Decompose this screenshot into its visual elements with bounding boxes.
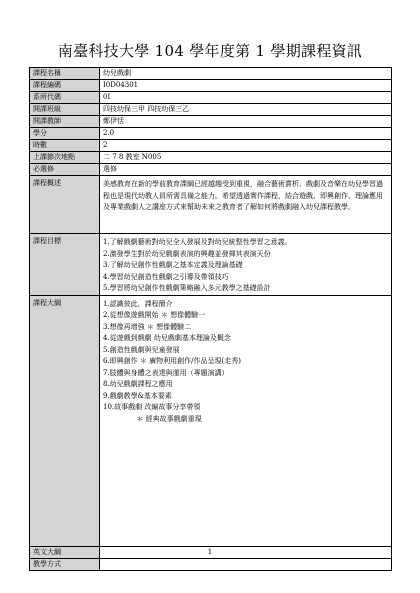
row-instructor (30, 116, 392, 128)
row-dept-code (30, 92, 392, 104)
outline-item: 6.即興創作 ＊ 廣物利用創作/作品呈現(走秀) (103, 357, 241, 365)
label-teaching-method: 教學方式 (30, 558, 100, 570)
row-classes (30, 104, 392, 116)
outline-item: 7.肢體與身體之表達與運用（專題演講） (103, 368, 229, 377)
outline-item: 9.戲劇教學&基本要素 (103, 391, 172, 400)
label-instructor: 開課教師 (30, 116, 100, 128)
row-hours (30, 140, 392, 152)
outline-item: ＊ 經典故事戲劇重現 (103, 414, 202, 423)
outline-item: 5.創造性戲劇與兒童發展 (103, 345, 180, 354)
label-goals: 課程目標 (30, 234, 100, 296)
outline-item: 4.從遊戲到戲劇 幼兒戲劇基本理論及概念 (103, 334, 231, 342)
row-outline (30, 295, 392, 546)
label-classes: 開課班級 (30, 104, 100, 116)
label-schedule: 上課節次地點 (30, 152, 100, 164)
label-english-outline: 英文大綱 (30, 546, 100, 558)
value-hours: 2 (100, 140, 392, 152)
label-overview: 課程概述 (30, 176, 100, 234)
value-schedule: 二 7 8 教室 N005 (100, 152, 392, 164)
value-course-code: I0D04301 (100, 80, 392, 92)
value-instructor: 鄭伊恬 (100, 116, 392, 128)
goal-item: 3.了解幼兒創作性戲劇之基本定義及理論基礎 (103, 261, 243, 269)
label-course-name: 課程名稱 (30, 68, 100, 80)
row-required-elective (30, 164, 392, 176)
label-dept-code: 系所代碼 (30, 92, 100, 104)
row-course-code (30, 80, 392, 92)
outline-item: 8.幼兒戲劇課程之應用 (103, 380, 173, 388)
row-overview (30, 176, 392, 234)
row-goals (30, 234, 392, 296)
goal-item: 5.學習將幼兒創作性戲劇策略融入多元教學之基礎設計 (103, 284, 271, 292)
goal-item: 4.學習幼兒創造性戲劇之引導及帶領技巧 (103, 272, 229, 281)
row-course-name (30, 68, 392, 80)
course-info-table (29, 67, 392, 571)
value-goals (100, 234, 392, 296)
value-dept-code: 0I (100, 92, 392, 104)
page-title: 南臺科技大學 104 學年度第 1 學期課程資訊 (57, 42, 363, 60)
value-overview (100, 176, 392, 234)
label-required-elective: 必選修 (30, 164, 100, 176)
page-number: 1 (207, 548, 213, 556)
label-hours: 時數 (30, 140, 100, 152)
value-required-elective: 選修 (100, 164, 392, 176)
label-outline: 課程大綱 (30, 295, 100, 546)
goal-item: 1.了解戲劇藝術對幼兒全人發展及對幼兒統整性學習之意義。 (103, 238, 292, 246)
row-teaching-method (30, 558, 392, 570)
outline-item: 1.認識彼此，課程簡介 (103, 299, 173, 308)
value-classes: 四技幼保三甲 四技幼保三乙 (100, 104, 392, 116)
value-course-name: 幼兒戲劇 (100, 68, 392, 80)
value-teaching-method (100, 558, 392, 570)
value-outline (100, 295, 392, 546)
label-course-code: 課程編碼 (30, 80, 100, 92)
outline-item: 3.想像再增強 ＊ 想像體驗二 (103, 322, 192, 331)
overview-text: 美感教育在新的學前教育課綱已經越趨受到重視，融合藝術賞析、戲劇及音樂在幼兒學習過程也是現代幼教人員所需具備之能力。希望透過實作課程，結合遊戲、即興創作、理論應用及專業戲劇人之講座方式來幫助未來之教育者了解如何將戲劇融入幼兒課程教學。 (103, 180, 383, 211)
value-credits: 2.0 (100, 128, 392, 140)
outline-item: 10.故事戲劇 改編故事分享帶領 (103, 403, 201, 411)
row-schedule (30, 152, 392, 164)
row-credits (30, 128, 392, 140)
label-credits: 學分 (30, 128, 100, 140)
goal-item: 2.激發學生對於幼兒戲劇表演的興趣並發揮其表演天份 (103, 249, 271, 258)
outline-item: 2.從想像遊戲開始 ＊ 想像體驗一 (103, 311, 206, 319)
